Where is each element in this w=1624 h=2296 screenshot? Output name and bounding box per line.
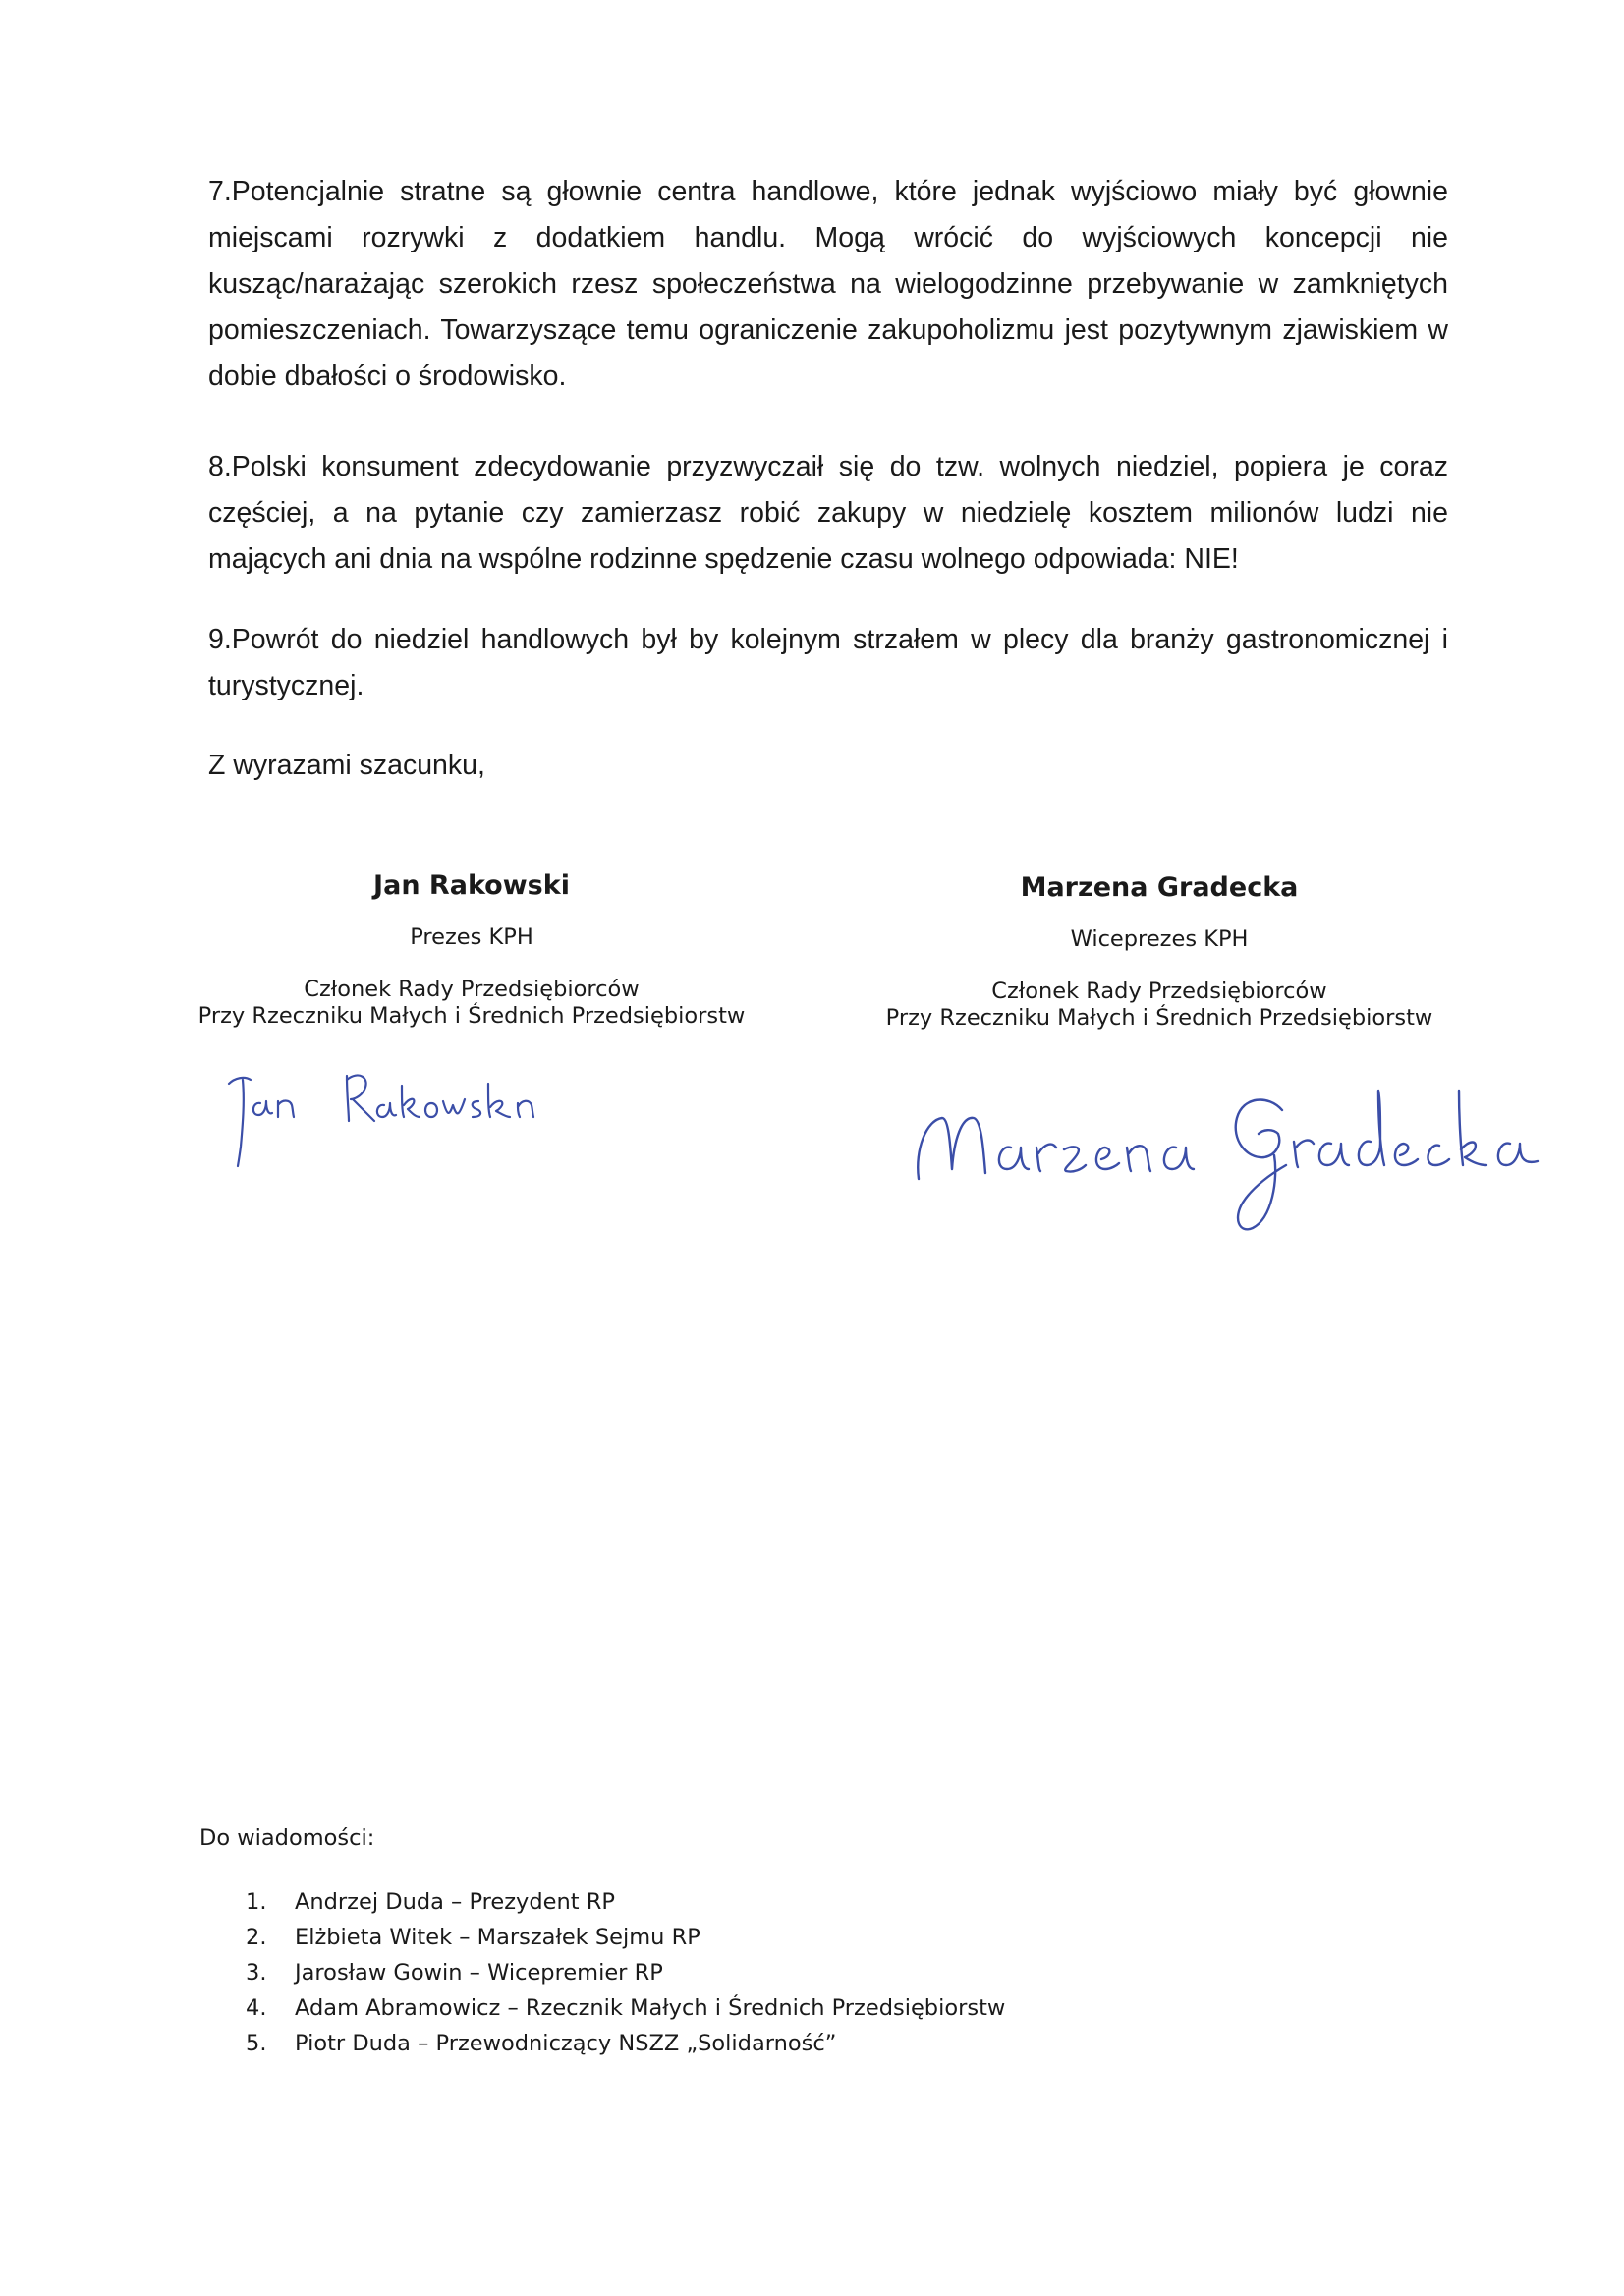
list-item-number: 5.	[246, 2031, 267, 2056]
cc-title: Do wiadomości:	[199, 1825, 375, 1851]
signatory-org-line1: Członek Rady Przedsiębiorców	[991, 979, 1327, 1004]
signatory-role: Prezes KPH	[410, 924, 533, 950]
list-item-number: 4.	[246, 1995, 267, 2021]
paragraph-7: 7.Potencjalnie stratne są głownie centra handlowe, które jednak wyjściowo miały być głownie miejscami rozrywki z dodatkiem handlu. Mogą wrócić do wyjściowych koncepcji nie kusząc/narażając szerokich rzesz społeczeństwa na wielogodzinne przebywanie w zamkniętych pomieszczeniach. Towarzyszące temu ograniczenie zakupoholizmu jest pozytywnym zjawiskiem w dobie dbałości o środowisko.	[208, 176, 1448, 392]
signatory-org-line1: Członek Rady Przedsiębiorców	[304, 977, 640, 1002]
paragraph-8: 8.Polski konsument zdecydowanie przyzwyczaił się do tzw. wolnych niedziel, popiera je coraz częściej, a na pytanie czy zamierzasz robić zakupy w niedzielę kosztem milionów ludzi nie mających ani dnia na wspólne rodzinne spędzenie czasu wolnego odpowiada: NIE!	[208, 451, 1448, 575]
list-item-text: Adam Abramowicz – Rzecznik Małych i Średnich Przedsiębiorstw	[295, 1995, 1006, 2021]
signatory-role: Wiceprezes KPH	[1070, 926, 1249, 952]
list-item-number: 1.	[246, 1889, 267, 1915]
list-item-text: Jarosław Gowin – Wicepremier RP	[295, 1960, 663, 1986]
signatory-right	[874, 874, 1444, 1032]
list-item-text: Piotr Duda – Przewodniczący NSZZ „Solidarność”	[295, 2031, 837, 2056]
list-item	[246, 1920, 1005, 1955]
closing-salutation: Z wyrazami szacunku,	[208, 750, 485, 781]
handwritten-signature-left	[221, 1056, 575, 1174]
signatory-org-line2: Przy Rzeczniku Małych i Średnich Przedsiębiorstw	[885, 1005, 1433, 1031]
list-item	[246, 1990, 1005, 2026]
list-item-number: 3.	[246, 1960, 267, 1986]
handwritten-signature-right	[909, 1071, 1596, 1248]
list-item	[246, 1955, 1005, 1990]
list-item-text: Elżbieta Witek – Marszałek Sejmu RP	[295, 1925, 700, 1950]
list-item-text: Andrzej Duda – Prezydent RP	[295, 1889, 615, 1915]
paragraph-9: 9.Powrót do niedziel handlowych był by kolejnym strzałem w plecy dla branży gastronomicznej i turystycznej.	[208, 624, 1448, 701]
list-item-number: 2.	[246, 1925, 267, 1950]
cc-list	[246, 1884, 1005, 2061]
signatory-name: Jan Rakowski	[373, 870, 570, 901]
list-item	[246, 2026, 1005, 2061]
signatory-name: Marzena Gradecka	[1020, 872, 1299, 903]
list-item	[246, 1884, 1005, 1920]
signatory-org-line2: Przy Rzeczniku Małych i Średnich Przedsiębiorstw	[197, 1003, 746, 1029]
signatory-left	[187, 872, 756, 1030]
